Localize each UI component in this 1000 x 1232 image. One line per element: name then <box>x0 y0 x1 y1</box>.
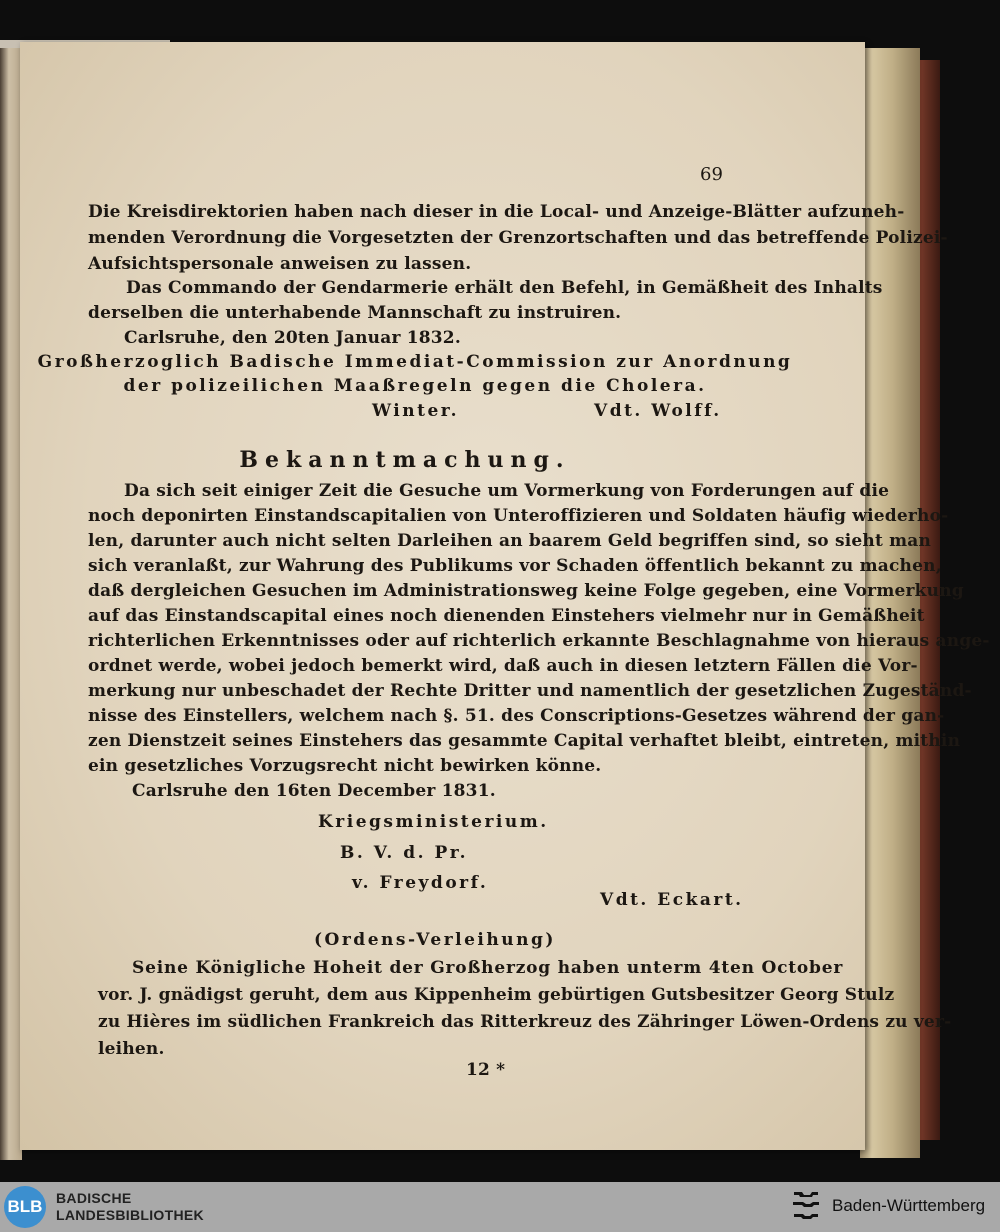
signature-mark: 12 * <box>466 1060 506 1080</box>
ministry-vdt: Vdt. Eckart. <box>600 890 744 910</box>
text-line: sich veranlaßt, zur Wahrung des Publikums vor Schaden öffentlich bekannt zu machen, <box>88 556 942 576</box>
text-line: zen Dienstzeit seines Einstehers das gesammte Capital verhaftet bleibt, eintreten, mithin <box>88 731 961 751</box>
text-line: merkung nur unbeschadet der Rechte Dritter und namentlich der gesetzlichen Zugeständ- <box>88 681 972 701</box>
authority-line: der polizeilichen Maaßregeln gegen die Cholera. <box>123 376 707 396</box>
text-line: ordnet werde, wobei jedoch bemerkt wird, daß auch in diesen letztern Fällen die Vor- <box>88 656 918 676</box>
text-line: derselben die unterhabende Mannschaft zu instruiren. <box>88 303 622 323</box>
text-line: zu Hières im südlichen Frankreich das Ritterkreuz des Zähringer Löwen-Ordens zu ver- <box>98 1012 952 1032</box>
library-name-line1: BADISCHE <box>56 1190 132 1206</box>
text-line: vor. J. gnädigst geruht, dem aus Kippenheim gebürtigen Gutsbesitzer Georg Stulz <box>98 985 895 1005</box>
ministry-abbreviation: B. V. d. Pr. <box>340 843 469 863</box>
text-line: nisse des Einstellers, welchem nach §. 51. des Conscriptions-Gesetzes während der gan- <box>88 706 945 726</box>
library-name <box>56 1190 204 1224</box>
signature-right: Vdt. Wolff. <box>594 401 722 421</box>
text-line: daß dergleichen Gesuchen im Administrationsweg keine Folge gegeben, eine Vormerkung <box>88 581 964 601</box>
place-date: Carlsruhe den 16ten December 1831. <box>132 781 496 801</box>
place-date: Carlsruhe, den 20ten Januar 1832. <box>124 328 461 348</box>
signature-left: Winter. <box>372 401 460 421</box>
text-line: noch deponirten Einstandscapitalien von Unteroffizieren und Soldaten häufig wiederho- <box>88 506 949 526</box>
text-line: richterlichen Erkenntnisses oder auf richterlich erkannte Beschlagnahme von hieraus ange- <box>88 631 990 651</box>
authority-line: Großherzoglich Badische Immediat-Commission zur Anordnung <box>37 352 793 372</box>
text-line: Das Commando der Gendarmerie erhält den Befehl, in Gemäßheit des Inhalts <box>126 278 883 298</box>
section-title: (Ordens-Verleihung) <box>314 930 556 950</box>
ministry-signature: v. Freydorf. <box>352 873 489 893</box>
state-name[interactable]: Baden-Württemberg <box>832 1196 986 1215</box>
ministry-name: Kriegsministerium. <box>318 812 549 832</box>
section-heading: Bekanntmachung. <box>239 447 571 473</box>
footer-bar <box>0 1182 1000 1232</box>
left-page-edge <box>0 40 22 1160</box>
text-line: Da sich seit einiger Zeit die Gesuche um Vormerkung von Forderungen auf die <box>124 481 890 501</box>
blb-logo[interactable]: BLB <box>4 1186 46 1228</box>
text-line: Die Kreisdirektorien haben nach dieser in die Local- und Anzeige-Blätter aufzuneh- <box>88 202 905 222</box>
text-line: auf das Einstandscapital eines noch dienenden Einstehers vielmehr nur in Gemäßheit <box>88 606 925 626</box>
text-line: ein gesetzliches Vorzugsrecht nicht bewirken könne. <box>88 756 602 776</box>
text-line: Aufsichtspersonale anweisen zu lassen. <box>88 254 472 274</box>
text-line: len, darunter auch nicht selten Darleihen an baarem Geld begriffen sind, so sieht man <box>88 531 932 551</box>
coat-of-arms-icon <box>790 1188 822 1226</box>
text-line: Seine Königliche Hoheit der Großherzog haben unterm 4ten October <box>132 958 844 978</box>
page-number: 69 <box>700 164 723 185</box>
text-line: menden Verordnung die Vorgesetzten der Grenzortschaften und das betreffende Polizei- <box>88 228 948 248</box>
text-line: leihen. <box>98 1039 165 1059</box>
library-name-line2: LANDESBIBLIOTHEK <box>56 1207 204 1223</box>
